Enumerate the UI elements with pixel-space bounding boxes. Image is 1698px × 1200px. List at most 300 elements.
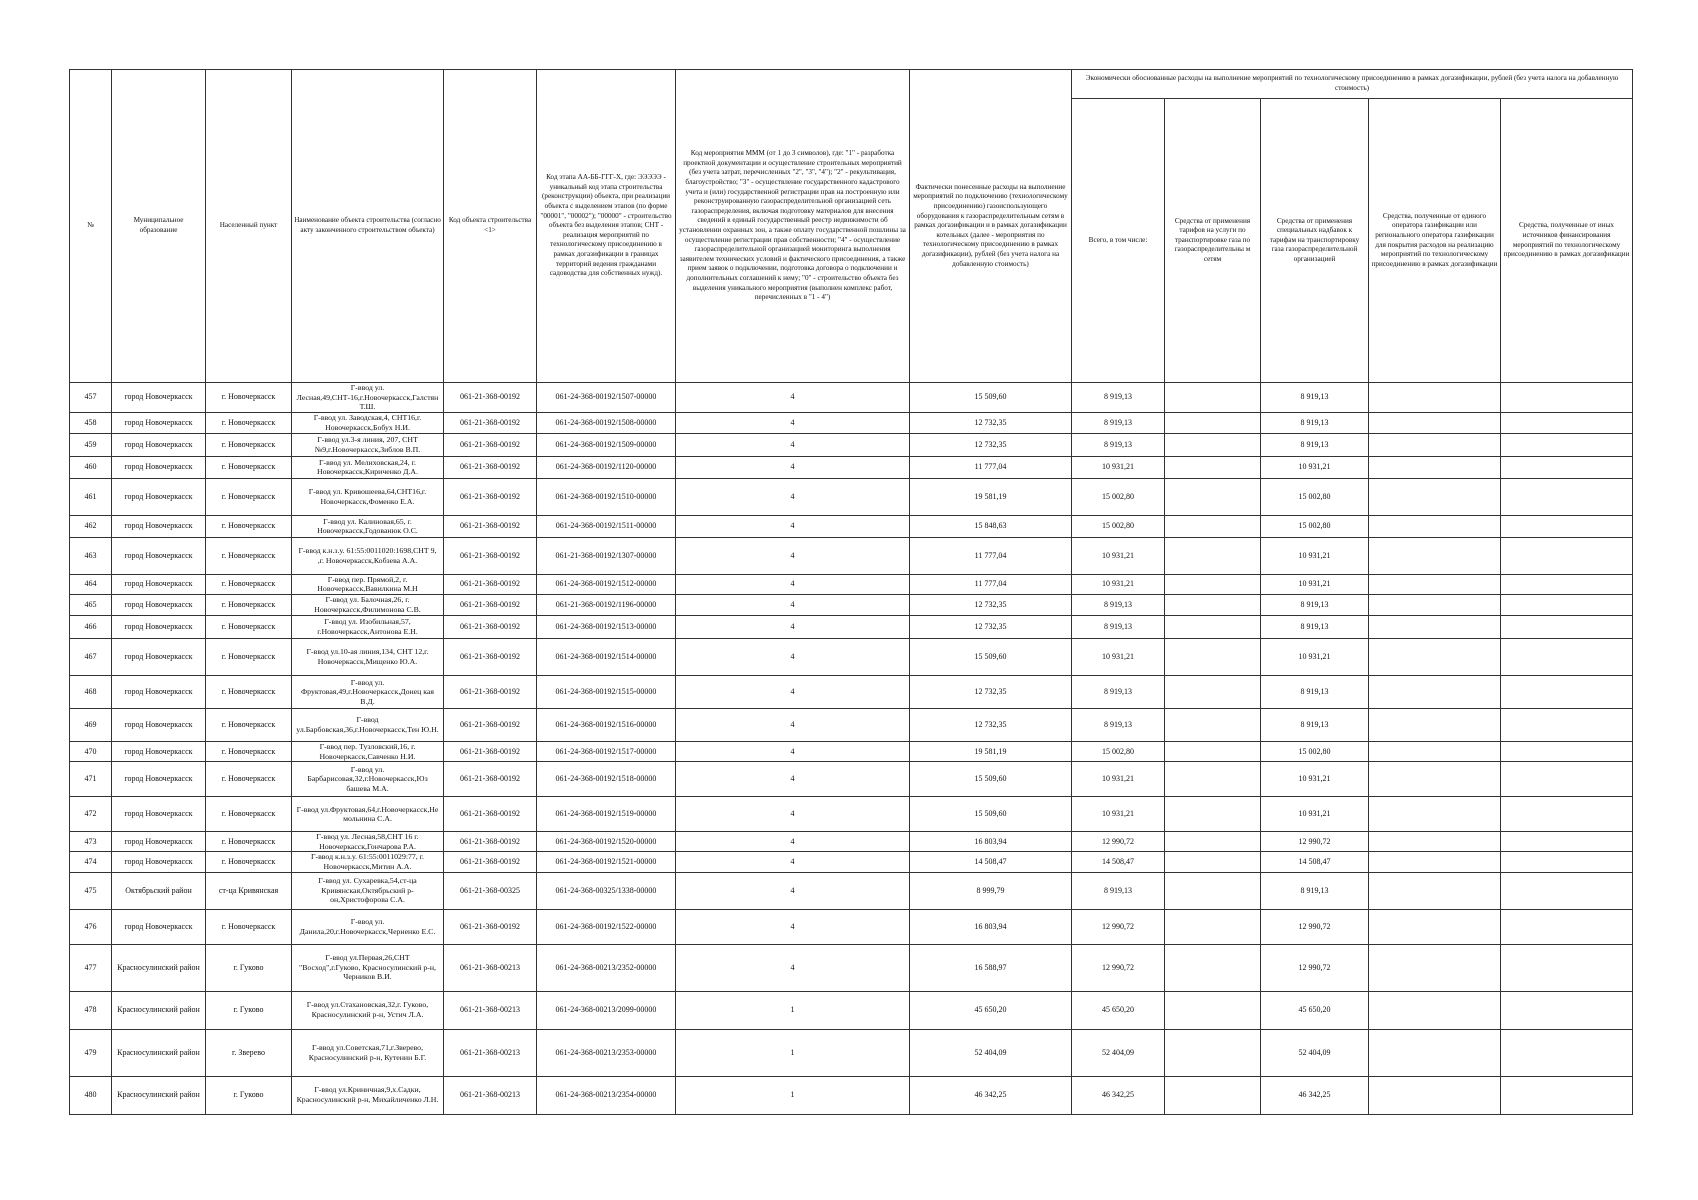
table-row [70,909,1633,944]
cell-single-operator [1369,456,1501,478]
cell-stage-code: 061-24-368-00213/2353-00000 [537,1029,676,1076]
cell-object-code: 061-21-368-00192 [444,909,537,944]
header-tariff-funds: Средства от применения тарифов на услуги по транспортировке газа по газораспределительны м сетям [1165,99,1261,383]
cell-stage-code: 061-24-368-00192/1521-00000 [537,852,676,872]
cell-special-markups: 46 342,25 [1261,1076,1369,1114]
cell-settlement: г. Новочеркасск [206,615,292,638]
cell-settlement: г. Новочеркасск [206,675,292,708]
cell-actual-costs: 12 732,35 [910,708,1072,741]
cell-tariff-funds [1165,991,1261,1029]
cell-settlement: г. Новочеркасск [206,741,292,761]
cell-single-operator [1369,762,1501,797]
cell-object-code: 061-21-368-00192 [444,675,537,708]
header-measure-code: Код мероприятия МММ (от 1 до 3 символов), где: "1" - разработка проектной документации и осуществление строительных мероприятий (без учета затрат, перечисленных "2", "3", "4"); "2" - рекультивация, благоустройство; "3" - осуществление государственного кадастрового учета и (или) государственной регистрации прав на построенную или реконструированную газораспределительной организацией сеть газораспределения, включая подготовку материалов для внесения сведений в единый государственный реестр недвижимости об установлении охранных зон, а также оплату государственной пошлины за осуществление регистрации прав собственности; "4" - осуществление газораспределительной организацией мониторинга выполнения заявителем технических условий и фактического присоединения, а также прием заявок о подключении, подготовка договора о подключении и дополнительных соглашений к нему; "0" - строительство объекта без выделения уникального мероприятия (выполнен комплекс работ, перечисленных в "1 - 4") [676,70,910,383]
cell-num: 465 [70,594,112,615]
cell-object-code: 061-21-368-00192 [444,832,537,852]
cell-special-markups: 8 919,13 [1261,594,1369,615]
header-actual-costs: Фактически понесенные расходы на выполнение мероприятий по подключению (технологическому присоединению) газоиспользующего оборудования к газораспределительным сетям в рамках догазификации и в рамках догазификации котельных (далее - мероприятия по технологическому присоединению в рамках догазификации), рублей (без учета налога на добавленную стоимость) [910,70,1072,383]
table-row [70,1076,1633,1114]
cell-stage-code: 061-24-368-00192/1508-00000 [537,412,676,433]
cell-municipality: Красносулинский район [112,1029,206,1076]
cell-measure-code: 4 [676,832,910,852]
cell-num: 464 [70,574,112,594]
cell-object-code: 061-21-368-00192 [444,615,537,638]
cell-object-code: 061-21-368-00213 [444,1076,537,1114]
cell-object-code: 061-21-368-00192 [444,574,537,594]
cell-other-sources [1501,944,1633,991]
cell-municipality: город Новочеркасск [112,574,206,594]
table-row [70,872,1633,909]
cell-actual-costs: 8 999,79 [910,872,1072,909]
cell-special-markups: 10 931,21 [1261,537,1369,574]
cell-tariff-funds [1165,944,1261,991]
cell-tariff-funds [1165,832,1261,852]
header-settlement: Населенный пункт [206,70,292,383]
cell-municipality: город Новочеркасск [112,797,206,832]
cell-settlement: г. Зверево [206,1029,292,1076]
cell-stage-code: 061-24-368-00192/1512-00000 [537,574,676,594]
cell-object-name: Г-ввод ул.Советская,71,г.Зверево, Красносулинский р-н, Кутенин Б.Г. [292,1029,444,1076]
cell-stage-code: 061-24-368-00192/1507-00000 [537,383,676,413]
table-body [70,383,1633,1115]
table-row [70,638,1633,675]
cell-actual-costs: 12 732,35 [910,594,1072,615]
cell-actual-costs: 12 732,35 [910,412,1072,433]
cell-settlement: г. Новочеркасск [206,537,292,574]
cell-single-operator [1369,383,1501,413]
cell-single-operator [1369,675,1501,708]
cell-object-code: 061-21-368-00213 [444,991,537,1029]
table-row [70,478,1633,515]
table-row [70,1029,1633,1076]
cell-total: 15 002,80 [1072,478,1165,515]
cell-num: 459 [70,433,112,456]
cell-object-name: Г-ввод ул. Балочная,26, г. Новочеркасск,Филимонова С.В. [292,594,444,615]
cell-object-name: Г-ввод к.н.з.у. 61:55:0011020:1698,СНТ 9, ,г. Новочеркасск,Кобзева А.А. [292,537,444,574]
cell-measure-code: 4 [676,515,910,537]
cell-single-operator [1369,708,1501,741]
cell-total: 8 919,13 [1072,594,1165,615]
cell-object-code: 061-21-368-00325 [444,872,537,909]
cell-actual-costs: 11 777,04 [910,574,1072,594]
cell-special-markups: 8 919,13 [1261,675,1369,708]
cell-object-code: 061-21-368-00192 [444,762,537,797]
cell-num: 474 [70,852,112,872]
cell-special-markups: 10 931,21 [1261,638,1369,675]
cell-single-operator [1369,594,1501,615]
cell-special-markups: 15 002,80 [1261,741,1369,761]
cell-tariff-funds [1165,852,1261,872]
cell-total: 8 919,13 [1072,708,1165,741]
cell-single-operator [1369,741,1501,761]
cell-stage-code: 061-24-368-00192/1509-00000 [537,433,676,456]
cell-other-sources [1501,638,1633,675]
cell-single-operator [1369,1076,1501,1114]
cell-object-name: Г-ввод ул.Первая,26,СНТ "Восход",г.Гуково, Красносулинский р-н, Черников В.И. [292,944,444,991]
cell-other-sources [1501,872,1633,909]
cell-single-operator [1369,991,1501,1029]
cell-total: 10 931,21 [1072,456,1165,478]
cell-object-name: Г-ввод ул. Данила,20,г.Новочеркасск,Черненко Е.С. [292,909,444,944]
cell-tariff-funds [1165,615,1261,638]
cell-object-code: 061-21-368-00192 [444,741,537,761]
cell-measure-code: 4 [676,594,910,615]
cell-stage-code: 061-24-368-00192/1518-00000 [537,762,676,797]
cell-object-code: 061-21-368-00192 [444,708,537,741]
cell-measure-code: 4 [676,944,910,991]
cell-total: 10 931,21 [1072,537,1165,574]
cell-num: 477 [70,944,112,991]
cell-num: 476 [70,909,112,944]
cell-special-markups: 45 650,20 [1261,991,1369,1029]
cell-other-sources [1501,433,1633,456]
cell-object-name: Г-ввод ул. Сухаревка,54,ст-ца Кривянская,Октябрьский р-он,Христофорова С.А. [292,872,444,909]
table-row [70,991,1633,1029]
table-row [70,412,1633,433]
cell-num: 463 [70,537,112,574]
cell-num: 472 [70,797,112,832]
cell-object-code: 061-21-368-00192 [444,383,537,413]
cell-other-sources [1501,708,1633,741]
cell-total: 8 919,13 [1072,383,1165,413]
cell-measure-code: 4 [676,456,910,478]
cell-special-markups: 12 990,72 [1261,909,1369,944]
cell-municipality: город Новочеркасск [112,515,206,537]
cell-measure-code: 4 [676,433,910,456]
cell-measure-code: 4 [676,872,910,909]
cell-tariff-funds [1165,708,1261,741]
cell-other-sources [1501,478,1633,515]
cell-settlement: ст-ца Кривянская [206,872,292,909]
table-row [70,515,1633,537]
cell-settlement: г. Новочеркасск [206,412,292,433]
cell-other-sources [1501,537,1633,574]
cell-num: 466 [70,615,112,638]
cell-measure-code: 4 [676,383,910,413]
cell-object-name: Г-ввод ул. Лесная,49,СНТ-16,г.Новочеркасск,Галстян Т.Ш. [292,383,444,413]
cell-num: 462 [70,515,112,537]
cell-special-markups: 14 508,47 [1261,852,1369,872]
cell-total: 10 931,21 [1072,797,1165,832]
cell-num: 468 [70,675,112,708]
cell-special-markups: 8 919,13 [1261,383,1369,413]
cell-stage-code: 061-24-368-00192/1522-00000 [537,909,676,944]
cell-special-markups: 15 002,80 [1261,515,1369,537]
cell-settlement: г. Новочеркасск [206,832,292,852]
cell-stage-code: 061-21-368-00192/1307-00000 [537,537,676,574]
cell-num: 473 [70,832,112,852]
cell-tariff-funds [1165,412,1261,433]
cell-settlement: г. Новочеркасск [206,638,292,675]
cell-other-sources [1501,615,1633,638]
cell-municipality: Красносулинский район [112,1076,206,1114]
cell-stage-code: 061-24-368-00192/1517-00000 [537,741,676,761]
cell-single-operator [1369,574,1501,594]
cell-settlement: г. Гуково [206,991,292,1029]
table-row [70,852,1633,872]
cell-single-operator [1369,872,1501,909]
cell-object-name: Г-ввод ул.Стахановская,32,г. Гуково, Красносулинский р-н, Устич Л.А. [292,991,444,1029]
cell-num: 470 [70,741,112,761]
cell-settlement: г. Новочеркасск [206,708,292,741]
cell-object-code: 061-21-368-00192 [444,594,537,615]
cell-municipality: город Новочеркасск [112,852,206,872]
cell-municipality: город Новочеркасск [112,615,206,638]
cell-num: 457 [70,383,112,413]
cell-num: 467 [70,638,112,675]
cell-other-sources [1501,574,1633,594]
cell-actual-costs: 16 803,94 [910,832,1072,852]
cell-stage-code: 061-24-368-00192/1520-00000 [537,832,676,852]
header-econ-group: Экономически обоснованные расходы на выполнение мероприятий по технологическому присоединению в рамках догазификации, рублей (без учета налога на добавленную стоимость) [1072,70,1633,99]
cell-single-operator [1369,537,1501,574]
cell-object-code: 061-21-368-00192 [444,412,537,433]
cell-other-sources [1501,797,1633,832]
cell-actual-costs: 14 508,47 [910,852,1072,872]
cell-tariff-funds [1165,574,1261,594]
cell-num: 460 [70,456,112,478]
cell-measure-code: 4 [676,852,910,872]
cell-other-sources [1501,594,1633,615]
cell-object-name: Г-ввод ул. Изобильная,57, г.Новочеркасск,Антонова Е.Н. [292,615,444,638]
cell-other-sources [1501,741,1633,761]
cell-single-operator [1369,615,1501,638]
cell-municipality: город Новочеркасск [112,478,206,515]
table-row [70,832,1633,852]
cell-municipality: город Новочеркасск [112,832,206,852]
cell-measure-code: 4 [676,797,910,832]
cell-settlement: г. Новочеркасск [206,515,292,537]
cell-settlement: г. Новочеркасск [206,383,292,413]
cell-tariff-funds [1165,515,1261,537]
cell-other-sources [1501,909,1633,944]
cell-actual-costs: 15 509,60 [910,383,1072,413]
cell-stage-code: 061-24-368-00325/1338-00000 [537,872,676,909]
cell-special-markups: 12 990,72 [1261,944,1369,991]
cell-single-operator [1369,638,1501,675]
table-row [70,456,1633,478]
cell-other-sources [1501,762,1633,797]
cell-stage-code: 061-24-368-00192/1510-00000 [537,478,676,515]
cell-tariff-funds [1165,872,1261,909]
cell-object-name: Г-ввод пер. Тузловский,16, г. Новочеркасск,Савченко Н.И. [292,741,444,761]
cell-object-name: Г-ввод ул. Фруктовая,49,г.Новочеркасск,Донец кая В.Д. [292,675,444,708]
cell-total: 45 650,20 [1072,991,1165,1029]
cell-special-markups: 10 931,21 [1261,797,1369,832]
cell-settlement: г. Новочеркасск [206,797,292,832]
cell-measure-code: 1 [676,1076,910,1114]
cell-special-markups: 8 919,13 [1261,433,1369,456]
cell-special-markups: 10 931,21 [1261,762,1369,797]
cell-tariff-funds [1165,594,1261,615]
cell-object-code: 061-21-368-00192 [444,797,537,832]
cell-measure-code: 1 [676,991,910,1029]
cell-actual-costs: 19 581,19 [910,478,1072,515]
cell-special-markups: 8 919,13 [1261,872,1369,909]
cell-object-code: 061-21-368-00192 [444,537,537,574]
cell-tariff-funds [1165,1076,1261,1114]
cell-single-operator [1369,433,1501,456]
cell-tariff-funds [1165,675,1261,708]
cell-measure-code: 4 [676,412,910,433]
cell-object-code: 061-21-368-00192 [444,638,537,675]
cell-actual-costs: 15 509,60 [910,762,1072,797]
cell-num: 478 [70,991,112,1029]
cell-settlement: г. Гуково [206,944,292,991]
cell-tariff-funds [1165,433,1261,456]
cell-total: 8 919,13 [1072,412,1165,433]
cell-municipality: город Новочеркасск [112,638,206,675]
cell-actual-costs: 15 509,60 [910,638,1072,675]
table-row [70,537,1633,574]
cell-actual-costs: 15 848,63 [910,515,1072,537]
cell-tariff-funds [1165,456,1261,478]
cell-actual-costs: 16 588,97 [910,944,1072,991]
cell-municipality: город Новочеркасск [112,594,206,615]
cell-other-sources [1501,991,1633,1029]
cell-settlement: г. Новочеркасск [206,456,292,478]
table-row [70,762,1633,797]
cell-object-code: 061-21-368-00192 [444,852,537,872]
cell-object-name: Г-ввод ул.10-ая линия,134, СНТ 12,г. Новочеркасск,Мищенко Ю.А. [292,638,444,675]
cell-stage-code: 061-24-368-00192/1516-00000 [537,708,676,741]
cell-total: 15 002,80 [1072,741,1165,761]
cell-object-name: Г-ввод ул. Кривошеева,64,СНТ16,г. Новочеркасск,Фоменко Е.А. [292,478,444,515]
header-num: № [70,70,112,383]
cell-actual-costs: 46 342,25 [910,1076,1072,1114]
table-row [70,433,1633,456]
cell-stage-code: 061-21-368-00192/1196-00000 [537,594,676,615]
connection-costs-table [69,69,1633,1115]
cell-tariff-funds [1165,741,1261,761]
cell-total: 8 919,13 [1072,433,1165,456]
cell-municipality: город Новочеркасск [112,762,206,797]
cell-measure-code: 4 [676,741,910,761]
cell-single-operator [1369,797,1501,832]
cell-object-name: Г-ввод ул. Заводская,4, СНТ16,г. Новочеркасск,Бобух Н.И. [292,412,444,433]
cell-settlement: г. Новочеркасск [206,433,292,456]
header-special-markups: Средства от применения специальных надбавок к тарифам на транспортировку газа газораспределительной организацией [1261,99,1369,383]
cell-total: 8 919,13 [1072,675,1165,708]
cell-tariff-funds [1165,537,1261,574]
cell-object-code: 061-21-368-00213 [444,1029,537,1076]
cell-stage-code: 061-24-368-00192/1513-00000 [537,615,676,638]
cell-other-sources [1501,383,1633,413]
cell-object-code: 061-21-368-00192 [444,433,537,456]
cell-actual-costs: 11 777,04 [910,456,1072,478]
cell-single-operator [1369,832,1501,852]
cell-num: 475 [70,872,112,909]
cell-total: 12 990,72 [1072,944,1165,991]
cell-special-markups: 8 919,13 [1261,615,1369,638]
cell-single-operator [1369,944,1501,991]
cell-municipality: город Новочеркасск [112,741,206,761]
cell-stage-code: 061-24-368-00192/1120-00000 [537,456,676,478]
cell-actual-costs: 15 509,60 [910,797,1072,832]
cell-measure-code: 4 [676,574,910,594]
cell-measure-code: 4 [676,708,910,741]
cell-object-name: Г-ввод ул. Мелиховская,24, г. Новочеркасск,Кириченко Д.А. [292,456,444,478]
cell-object-name: Г-ввод пер. Прямой,2, г. Новочеркасск,Вавилкина М.Н [292,574,444,594]
cell-municipality: Октябрьский район [112,872,206,909]
cell-other-sources [1501,832,1633,852]
cell-settlement: г. Новочеркасск [206,852,292,872]
cell-single-operator [1369,1029,1501,1076]
cell-object-code: 061-21-368-00192 [444,515,537,537]
cell-actual-costs: 19 581,19 [910,741,1072,761]
cell-object-name: Г-ввод ул. Калиновая,65, г. Новочеркасск,Годованюк О.С. [292,515,444,537]
cell-settlement: г. Новочеркасск [206,594,292,615]
header-municipality: Муниципальное образование [112,70,206,383]
cell-object-name: Г-ввод ул. Лесная,58,СНТ 16 г. Новочеркасск,Гончарова Р.А. [292,832,444,852]
cell-total: 10 931,21 [1072,762,1165,797]
cell-measure-code: 4 [676,537,910,574]
header-stage-code: Код этапа АА-ББ-ГГГ-Х, где: ЭЭЭЭЭ - уникальный код этапа строительства (реконструкции) объекта, при реализации объекта с выделением этапов (по форме "00001", "00002"); "00000" - строительство объекта без выделения этапов; СНТ - реализация мероприятий по технологическому присоединению в рамках догазификации в границах территорий ведения гражданами садоводства для собственных нужд). [537,70,676,383]
table-row [70,574,1633,594]
cell-other-sources [1501,515,1633,537]
cell-object-name: Г-ввод ул.Фруктовая,64,г.Новочеркасск,Не мольнина С.А. [292,797,444,832]
table-row [70,741,1633,761]
cell-total: 10 931,21 [1072,574,1165,594]
cell-single-operator [1369,909,1501,944]
cell-other-sources [1501,852,1633,872]
cell-settlement: г. Новочеркасск [206,574,292,594]
cell-total: 12 990,72 [1072,909,1165,944]
cell-other-sources [1501,1029,1633,1076]
table-row [70,797,1633,832]
cell-num: 479 [70,1029,112,1076]
cell-other-sources [1501,675,1633,708]
cell-actual-costs: 16 803,94 [910,909,1072,944]
cell-stage-code: 061-24-368-00192/1511-00000 [537,515,676,537]
cell-object-code: 061-21-368-00192 [444,478,537,515]
cell-actual-costs: 12 732,35 [910,675,1072,708]
cell-stage-code: 061-24-368-00192/1515-00000 [537,675,676,708]
cell-special-markups: 52 404,09 [1261,1029,1369,1076]
cell-tariff-funds [1165,1029,1261,1076]
cell-measure-code: 4 [676,909,910,944]
cell-num: 458 [70,412,112,433]
cell-total: 46 342,25 [1072,1076,1165,1114]
cell-num: 471 [70,762,112,797]
cell-special-markups: 8 919,13 [1261,708,1369,741]
cell-measure-code: 4 [676,615,910,638]
cell-actual-costs: 12 732,35 [910,615,1072,638]
cell-municipality: город Новочеркасск [112,412,206,433]
header-object-code: Код объекта строительства <1> [444,70,537,383]
cell-num: 469 [70,708,112,741]
cell-tariff-funds [1165,478,1261,515]
cell-tariff-funds [1165,638,1261,675]
cell-actual-costs: 12 732,35 [910,433,1072,456]
cell-single-operator [1369,478,1501,515]
cell-tariff-funds [1165,797,1261,832]
cell-actual-costs: 11 777,04 [910,537,1072,574]
table-row [70,944,1633,991]
header-total: Всего, в том числе: [1072,99,1165,383]
cell-stage-code: 061-24-368-00213/2352-00000 [537,944,676,991]
cell-stage-code: 061-24-368-00192/1514-00000 [537,638,676,675]
cell-other-sources [1501,412,1633,433]
cell-actual-costs: 45 650,20 [910,991,1072,1029]
cell-municipality: город Новочеркасск [112,456,206,478]
cell-measure-code: 4 [676,478,910,515]
cell-total: 15 002,80 [1072,515,1165,537]
cell-special-markups: 10 931,21 [1261,456,1369,478]
cell-municipality: город Новочеркасск [112,708,206,741]
header-object-name: Наименование объекта строительства (согласно акту законченного строительством объекта) [292,70,444,383]
cell-special-markups: 10 931,21 [1261,574,1369,594]
